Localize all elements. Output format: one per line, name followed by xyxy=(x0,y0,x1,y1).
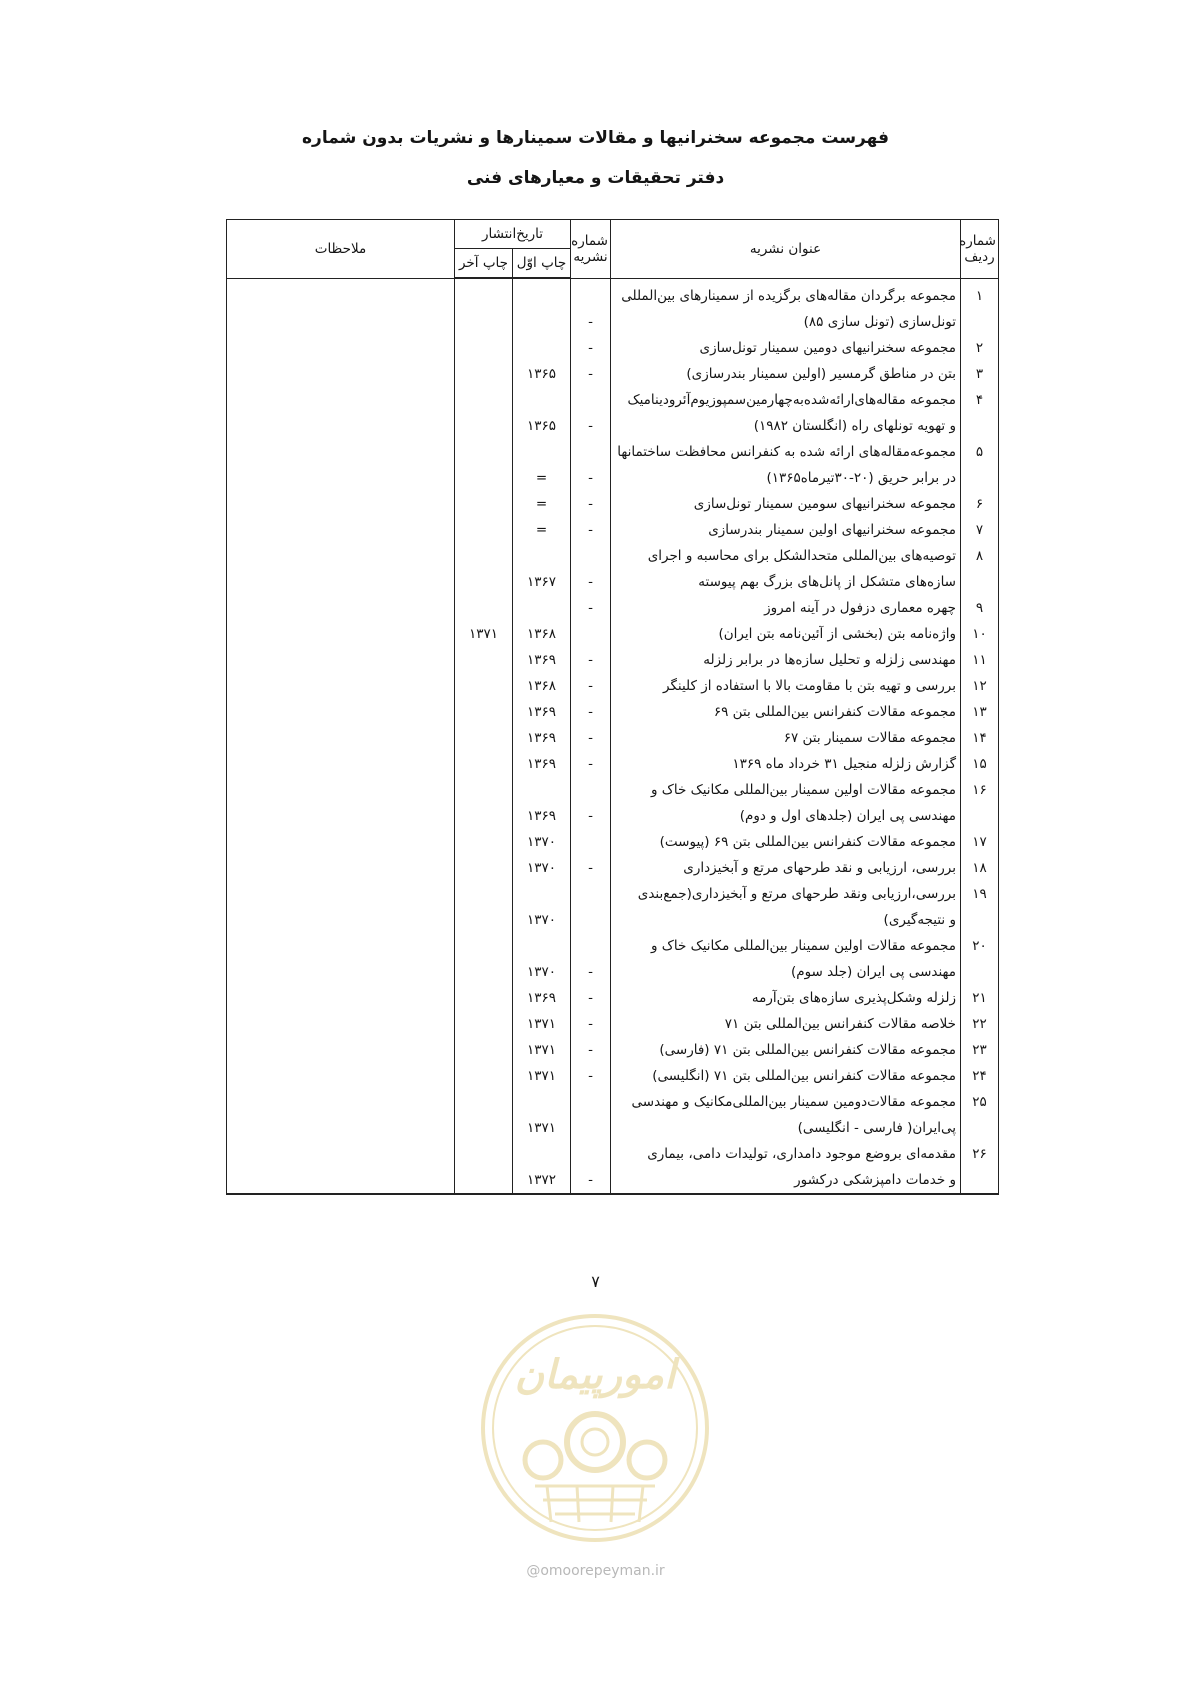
notes-cell xyxy=(227,881,455,907)
table-row xyxy=(227,335,999,361)
notes-cell xyxy=(227,569,455,595)
publication-number-cell: - xyxy=(571,959,611,985)
publication-number-cell xyxy=(571,881,611,907)
table-row xyxy=(227,1141,999,1167)
last-print-cell xyxy=(455,1011,513,1037)
notes-cell xyxy=(227,803,455,829)
last-print-cell xyxy=(455,699,513,725)
first-print-cell: ۱۳۷۰ xyxy=(513,907,571,933)
publication-number-cell: - xyxy=(571,595,611,621)
notes-cell xyxy=(227,933,455,959)
last-print-cell xyxy=(455,1089,513,1115)
title-cell: چهره معماری دزفول در آینه امروز xyxy=(611,595,961,621)
notes-cell xyxy=(227,387,455,413)
header-notes: ملاحظات xyxy=(227,220,455,279)
title-cell: و نتیجه‌گیری) xyxy=(611,907,961,933)
notes-cell xyxy=(227,699,455,725)
table-row xyxy=(227,777,999,803)
table-body xyxy=(227,278,999,1194)
first-print-cell: ۱۳۷۰ xyxy=(513,829,571,855)
last-print-cell xyxy=(455,959,513,985)
notes-cell xyxy=(227,413,455,439)
notes-cell xyxy=(227,517,455,543)
last-print-cell xyxy=(455,569,513,595)
title-cell: سازه‌های متشکل از پانل‌های بزرگ بهم پیوسته xyxy=(611,569,961,595)
table-row xyxy=(227,621,999,647)
table-row xyxy=(227,933,999,959)
publication-number-cell: - xyxy=(571,699,611,725)
first-print-cell: ۱۳۷۱ xyxy=(513,1115,571,1141)
first-print-cell: = xyxy=(513,491,571,517)
publication-number-cell: - xyxy=(571,751,611,777)
first-print-cell xyxy=(513,933,571,959)
publication-number-cell: - xyxy=(571,647,611,673)
header-row-number: شماره ردیف xyxy=(961,220,999,279)
row-number-cell xyxy=(961,959,999,985)
publication-number-cell xyxy=(571,777,611,803)
table-row xyxy=(227,309,999,335)
page-title: فهرست مجموعه سخنرانیها و مقالات سمینارها و نشریات بدون شماره xyxy=(302,128,889,148)
last-print-cell xyxy=(455,387,513,413)
row-number-cell: ۶ xyxy=(961,491,999,517)
publication-number-cell xyxy=(571,543,611,569)
table-row xyxy=(227,413,999,439)
header-last-print: چاپ آخر xyxy=(455,249,513,279)
table-row xyxy=(227,829,999,855)
last-print-cell xyxy=(455,491,513,517)
row-number-cell: ۲۳ xyxy=(961,1037,999,1063)
table-row xyxy=(227,881,999,907)
header-first-print: چاپ اوّل xyxy=(513,249,571,279)
notes-cell xyxy=(227,751,455,777)
publication-number-cell xyxy=(571,1115,611,1141)
publication-number-cell xyxy=(571,439,611,465)
first-print-cell xyxy=(513,881,571,907)
notes-cell xyxy=(227,1037,455,1063)
notes-cell xyxy=(227,985,455,1011)
last-print-cell xyxy=(455,335,513,361)
notes-cell xyxy=(227,673,455,699)
first-print-cell xyxy=(513,335,571,361)
title-cell: بررسی و تهیه بتن با مقاومت بالا با استفاده از کلینگر xyxy=(611,673,961,699)
title-cell: واژه‌نامه بتن (بخشی از آئین‌نامه بتن ایران) xyxy=(611,621,961,647)
title-cell: مجموعه مقالات کنفرانس بین‌المللی بتن ۶۹ (پیوست) xyxy=(611,829,961,855)
last-print-cell xyxy=(455,517,513,543)
title-cell: توصیه‌های بین‌المللی متحدالشکل برای محاسبه و اجرای xyxy=(611,543,961,569)
notes-cell xyxy=(227,1063,455,1089)
publication-number-cell: - xyxy=(571,309,611,335)
notes-cell xyxy=(227,959,455,985)
row-number-cell xyxy=(961,1115,999,1141)
publication-number-cell: - xyxy=(571,673,611,699)
publication-number-cell: - xyxy=(571,855,611,881)
row-number-cell: ۸ xyxy=(961,543,999,569)
notes-cell xyxy=(227,335,455,361)
title-cell: مجموعه مقالات‌دومین سمینار بین‌المللی‌مکانیک و مهندسی xyxy=(611,1089,961,1115)
title-cell: مقدمه‌ای بروضع موجود دامداری، تولیدات دامی، بیماری xyxy=(611,1141,961,1167)
notes-cell xyxy=(227,621,455,647)
row-number-cell: ۲۱ xyxy=(961,985,999,1011)
first-print-cell: = xyxy=(513,517,571,543)
publication-number-cell: - xyxy=(571,1063,611,1089)
last-print-cell xyxy=(455,777,513,803)
last-print-cell: ۱۳۷۱ xyxy=(455,621,513,647)
table-row xyxy=(227,1037,999,1063)
title-cell: بررسی، ارزیابی و نقد طرحهای مرتع و آبخیزداری xyxy=(611,855,961,881)
publication-number-cell: - xyxy=(571,517,611,543)
notes-cell xyxy=(227,1167,455,1194)
first-print-cell xyxy=(513,439,571,465)
title-cell: مجموعه مقالات کنفرانس بین‌المللی بتن ۷۱ (فارسی) xyxy=(611,1037,961,1063)
publication-number-cell xyxy=(571,621,611,647)
first-print-cell: ۱۳۶۵ xyxy=(513,361,571,387)
first-print-cell: ۱۳۶۹ xyxy=(513,985,571,1011)
last-print-cell xyxy=(455,543,513,569)
notes-cell xyxy=(227,855,455,881)
header-publication-number: شماره نشریه xyxy=(571,220,611,279)
last-print-cell xyxy=(455,361,513,387)
table-row xyxy=(227,959,999,985)
row-number-cell: ۲۰ xyxy=(961,933,999,959)
table-row xyxy=(227,907,999,933)
table-row xyxy=(227,647,999,673)
row-number-cell: ۴ xyxy=(961,387,999,413)
title-cell: خلاصه مقالات کنفرانس بین‌المللی بتن ۷۱ xyxy=(611,1011,961,1037)
publication-number-cell: - xyxy=(571,1167,611,1194)
notes-cell xyxy=(227,829,455,855)
publication-number-cell: - xyxy=(571,725,611,751)
row-number-cell: ۷ xyxy=(961,517,999,543)
row-number-cell: ۱۹ xyxy=(961,881,999,907)
publication-number-cell xyxy=(571,1089,611,1115)
table-row xyxy=(227,543,999,569)
row-number-cell: ۲۵ xyxy=(961,1089,999,1115)
notes-cell xyxy=(227,777,455,803)
title-cell: مجموعه سخنرانیهای سومین سمینار تونل‌سازی xyxy=(611,491,961,517)
first-print-cell: ۱۳۶۹ xyxy=(513,647,571,673)
publication-number-cell: - xyxy=(571,569,611,595)
publication-number-cell xyxy=(571,933,611,959)
table-row xyxy=(227,387,999,413)
publication-number-cell: - xyxy=(571,1011,611,1037)
table-row xyxy=(227,855,999,881)
notes-cell xyxy=(227,647,455,673)
title-cell: بررسی،ارزیابی ونقد طرحهای مرتع و آبخیزداری(جمع‌بندی xyxy=(611,881,961,907)
row-number-cell: ۱۲ xyxy=(961,673,999,699)
last-print-cell xyxy=(455,985,513,1011)
title-cell: مجموعه سخنرانیهای دومین سمینار تونل‌سازی xyxy=(611,335,961,361)
publication-number-cell: - xyxy=(571,491,611,517)
first-print-cell: ۱۳۶۹ xyxy=(513,725,571,751)
row-number-cell: ۵ xyxy=(961,439,999,465)
last-print-cell xyxy=(455,1063,513,1089)
last-print-cell xyxy=(455,1141,513,1167)
last-print-cell xyxy=(455,1037,513,1063)
publication-number-cell xyxy=(571,278,611,309)
notes-cell xyxy=(227,439,455,465)
title-cell: مجموعه مقالات اولین سمینار بین‌المللی مکانیک خاک و xyxy=(611,777,961,803)
publication-number-cell: - xyxy=(571,803,611,829)
notes-cell xyxy=(227,1089,455,1115)
page-subtitle: دفتر تحقیقات و معیارهای فنی xyxy=(466,168,725,188)
last-print-cell xyxy=(455,751,513,777)
notes-cell xyxy=(227,465,455,491)
header-title: عنوان نشریه xyxy=(611,220,961,279)
row-number-cell: ۱۶ xyxy=(961,777,999,803)
notes-cell xyxy=(227,361,455,387)
notes-cell xyxy=(227,1141,455,1167)
row-number-cell xyxy=(961,465,999,491)
table-row xyxy=(227,1089,999,1115)
last-print-cell xyxy=(455,673,513,699)
notes-cell xyxy=(227,1011,455,1037)
last-print-cell xyxy=(455,465,513,491)
first-print-cell: ۱۳۷۱ xyxy=(513,1011,571,1037)
first-print-cell: ۱۳۶۹ xyxy=(513,751,571,777)
header-publication-date: تاریخ‌انتشار xyxy=(455,220,571,249)
title-cell: مجموعه برگردان مقاله‌های برگزیده از سمینارهای بین‌المللی xyxy=(611,278,961,309)
publication-number-cell: - xyxy=(571,361,611,387)
last-print-cell xyxy=(455,933,513,959)
last-print-cell xyxy=(455,278,513,309)
title-cell: مجموعه مقالات سمینار بتن ۶۷ xyxy=(611,725,961,751)
first-print-cell: ۱۳۷۱ xyxy=(513,1063,571,1089)
row-number-cell xyxy=(961,569,999,595)
title-cell: در برابر حریق (۲۰-۳۰تیرماه۱۳۶۵) xyxy=(611,465,961,491)
first-print-cell xyxy=(513,309,571,335)
first-print-cell: ۱۳۷۲ xyxy=(513,1167,571,1194)
row-number-cell xyxy=(961,803,999,829)
notes-cell xyxy=(227,309,455,335)
first-print-cell: ۱۳۷۰ xyxy=(513,855,571,881)
last-print-cell xyxy=(455,803,513,829)
last-print-cell xyxy=(455,881,513,907)
notes-cell xyxy=(227,725,455,751)
notes-cell xyxy=(227,278,455,309)
table-row xyxy=(227,725,999,751)
title-cell: مجموعه مقالات اولین سمینار بین‌المللی مکانیک خاک و xyxy=(611,933,961,959)
first-print-cell: ۱۳۶۹ xyxy=(513,803,571,829)
first-print-cell xyxy=(513,278,571,309)
table-header xyxy=(227,220,999,279)
title-cell: بتن در مناطق گرمسیر (اولین سمینار بندرسازی) xyxy=(611,361,961,387)
table-row xyxy=(227,465,999,491)
table-row xyxy=(227,1011,999,1037)
watermark-logo xyxy=(477,1310,713,1546)
publication-number-cell xyxy=(571,1141,611,1167)
publication-number-cell: - xyxy=(571,1037,611,1063)
table-row xyxy=(227,491,999,517)
publication-number-cell xyxy=(571,387,611,413)
first-print-cell: ۱۳۶۵ xyxy=(513,413,571,439)
title-cell: مجموعه مقالات کنفرانس بین‌المللی بتن ۷۱ (انگلیسی) xyxy=(611,1063,961,1089)
last-print-cell xyxy=(455,907,513,933)
title-cell: مجموعه مقالات کنفرانس بین‌المللی بتن ۶۹ xyxy=(611,699,961,725)
row-number-cell: ۱۵ xyxy=(961,751,999,777)
table-row xyxy=(227,751,999,777)
first-print-cell: ۱۳۶۸ xyxy=(513,621,571,647)
table-row xyxy=(227,803,999,829)
title-cell: مهندسی پی ایران (جلدهای اول و دوم) xyxy=(611,803,961,829)
table-row xyxy=(227,1115,999,1141)
row-number-cell xyxy=(961,907,999,933)
last-print-cell xyxy=(455,1167,513,1194)
watermark-url: @omoorepeyman.ir xyxy=(526,1563,665,1579)
row-number-cell: ۱۸ xyxy=(961,855,999,881)
last-print-cell xyxy=(455,439,513,465)
last-print-cell xyxy=(455,829,513,855)
table-row xyxy=(227,361,999,387)
table-row xyxy=(227,595,999,621)
table-row xyxy=(227,278,999,309)
row-number-cell: ۱۴ xyxy=(961,725,999,751)
table-row xyxy=(227,517,999,543)
watermark-logo-text: امورپیمان xyxy=(514,1352,676,1398)
row-number-cell: ۱ xyxy=(961,278,999,309)
title-cell: مجموعه‌مقاله‌های ارائه شده به کنفرانس محافظت ساختمانها xyxy=(611,439,961,465)
notes-cell xyxy=(227,595,455,621)
first-print-cell xyxy=(513,1089,571,1115)
notes-cell xyxy=(227,907,455,933)
notes-cell xyxy=(227,491,455,517)
title-cell: مهندسی زلزله و تحلیل سازه‌ها در برابر زلزله xyxy=(611,647,961,673)
notes-cell xyxy=(227,1115,455,1141)
title-cell: مجموعه سخنرانیهای اولین سمینار بندرسازی xyxy=(611,517,961,543)
first-print-cell: ۱۳۷۰ xyxy=(513,959,571,985)
table-row xyxy=(227,985,999,1011)
first-print-cell xyxy=(513,1141,571,1167)
first-print-cell xyxy=(513,777,571,803)
first-print-cell: = xyxy=(513,465,571,491)
title-cell: مجموعه مقاله‌های‌ارائه‌شده‌به‌چهارمین‌سمپوزیوم‌آئرودینامیک xyxy=(611,387,961,413)
row-number-cell: ۲۲ xyxy=(961,1011,999,1037)
last-print-cell xyxy=(455,413,513,439)
row-number-cell: ۲۶ xyxy=(961,1141,999,1167)
title-cell: تونل‌سازی (تونل سازی ۸۵) xyxy=(611,309,961,335)
publication-number-cell xyxy=(571,907,611,933)
table-row xyxy=(227,1063,999,1089)
row-number-cell: ۹ xyxy=(961,595,999,621)
title-cell: پی‌ایران( فارسی - انگلیسی) xyxy=(611,1115,961,1141)
row-number-cell: ۲ xyxy=(961,335,999,361)
table-row xyxy=(227,569,999,595)
first-print-cell: ۱۳۶۹ xyxy=(513,699,571,725)
title-cell: زلزله وشکل‌پذیری سازه‌های بتن‌آرمه xyxy=(611,985,961,1011)
last-print-cell xyxy=(455,1115,513,1141)
publication-number-cell: - xyxy=(571,335,611,361)
publication-number-cell: - xyxy=(571,413,611,439)
row-number-cell: ۱۱ xyxy=(961,647,999,673)
first-print-cell xyxy=(513,595,571,621)
publication-number-cell: - xyxy=(571,465,611,491)
publication-number-cell xyxy=(571,829,611,855)
row-number-cell: ۱۰ xyxy=(961,621,999,647)
table-row xyxy=(227,673,999,699)
title-cell: و تهویه تونلهای راه (انگلستان ۱۹۸۲) xyxy=(611,413,961,439)
page-number: ۷ xyxy=(591,1272,600,1291)
title-cell: گزارش زلزله منجیل ۳۱ خرداد ماه ۱۳۶۹ xyxy=(611,751,961,777)
last-print-cell xyxy=(455,725,513,751)
first-print-cell: ۱۳۶۷ xyxy=(513,569,571,595)
title-cell: مهندسی پی ایران (جلد سوم) xyxy=(611,959,961,985)
row-number-cell: ۳ xyxy=(961,361,999,387)
last-print-cell xyxy=(455,647,513,673)
title-cell: و خدمات دامپزشکی درکشور xyxy=(611,1167,961,1194)
last-print-cell xyxy=(455,855,513,881)
last-print-cell xyxy=(455,309,513,335)
first-print-cell: ۱۳۶۸ xyxy=(513,673,571,699)
row-number-cell: ۲۴ xyxy=(961,1063,999,1089)
row-number-cell xyxy=(961,309,999,335)
row-number-cell: ۱۳ xyxy=(961,699,999,725)
row-number-cell xyxy=(961,413,999,439)
first-print-cell xyxy=(513,543,571,569)
table-row xyxy=(227,439,999,465)
row-number-cell xyxy=(961,1167,999,1194)
table-row xyxy=(227,699,999,725)
first-print-cell xyxy=(513,387,571,413)
publications-table xyxy=(226,219,999,1195)
last-print-cell xyxy=(455,595,513,621)
first-print-cell: ۱۳۷۱ xyxy=(513,1037,571,1063)
table-row xyxy=(227,1167,999,1194)
row-number-cell: ۱۷ xyxy=(961,829,999,855)
notes-cell xyxy=(227,543,455,569)
publication-number-cell: - xyxy=(571,985,611,1011)
